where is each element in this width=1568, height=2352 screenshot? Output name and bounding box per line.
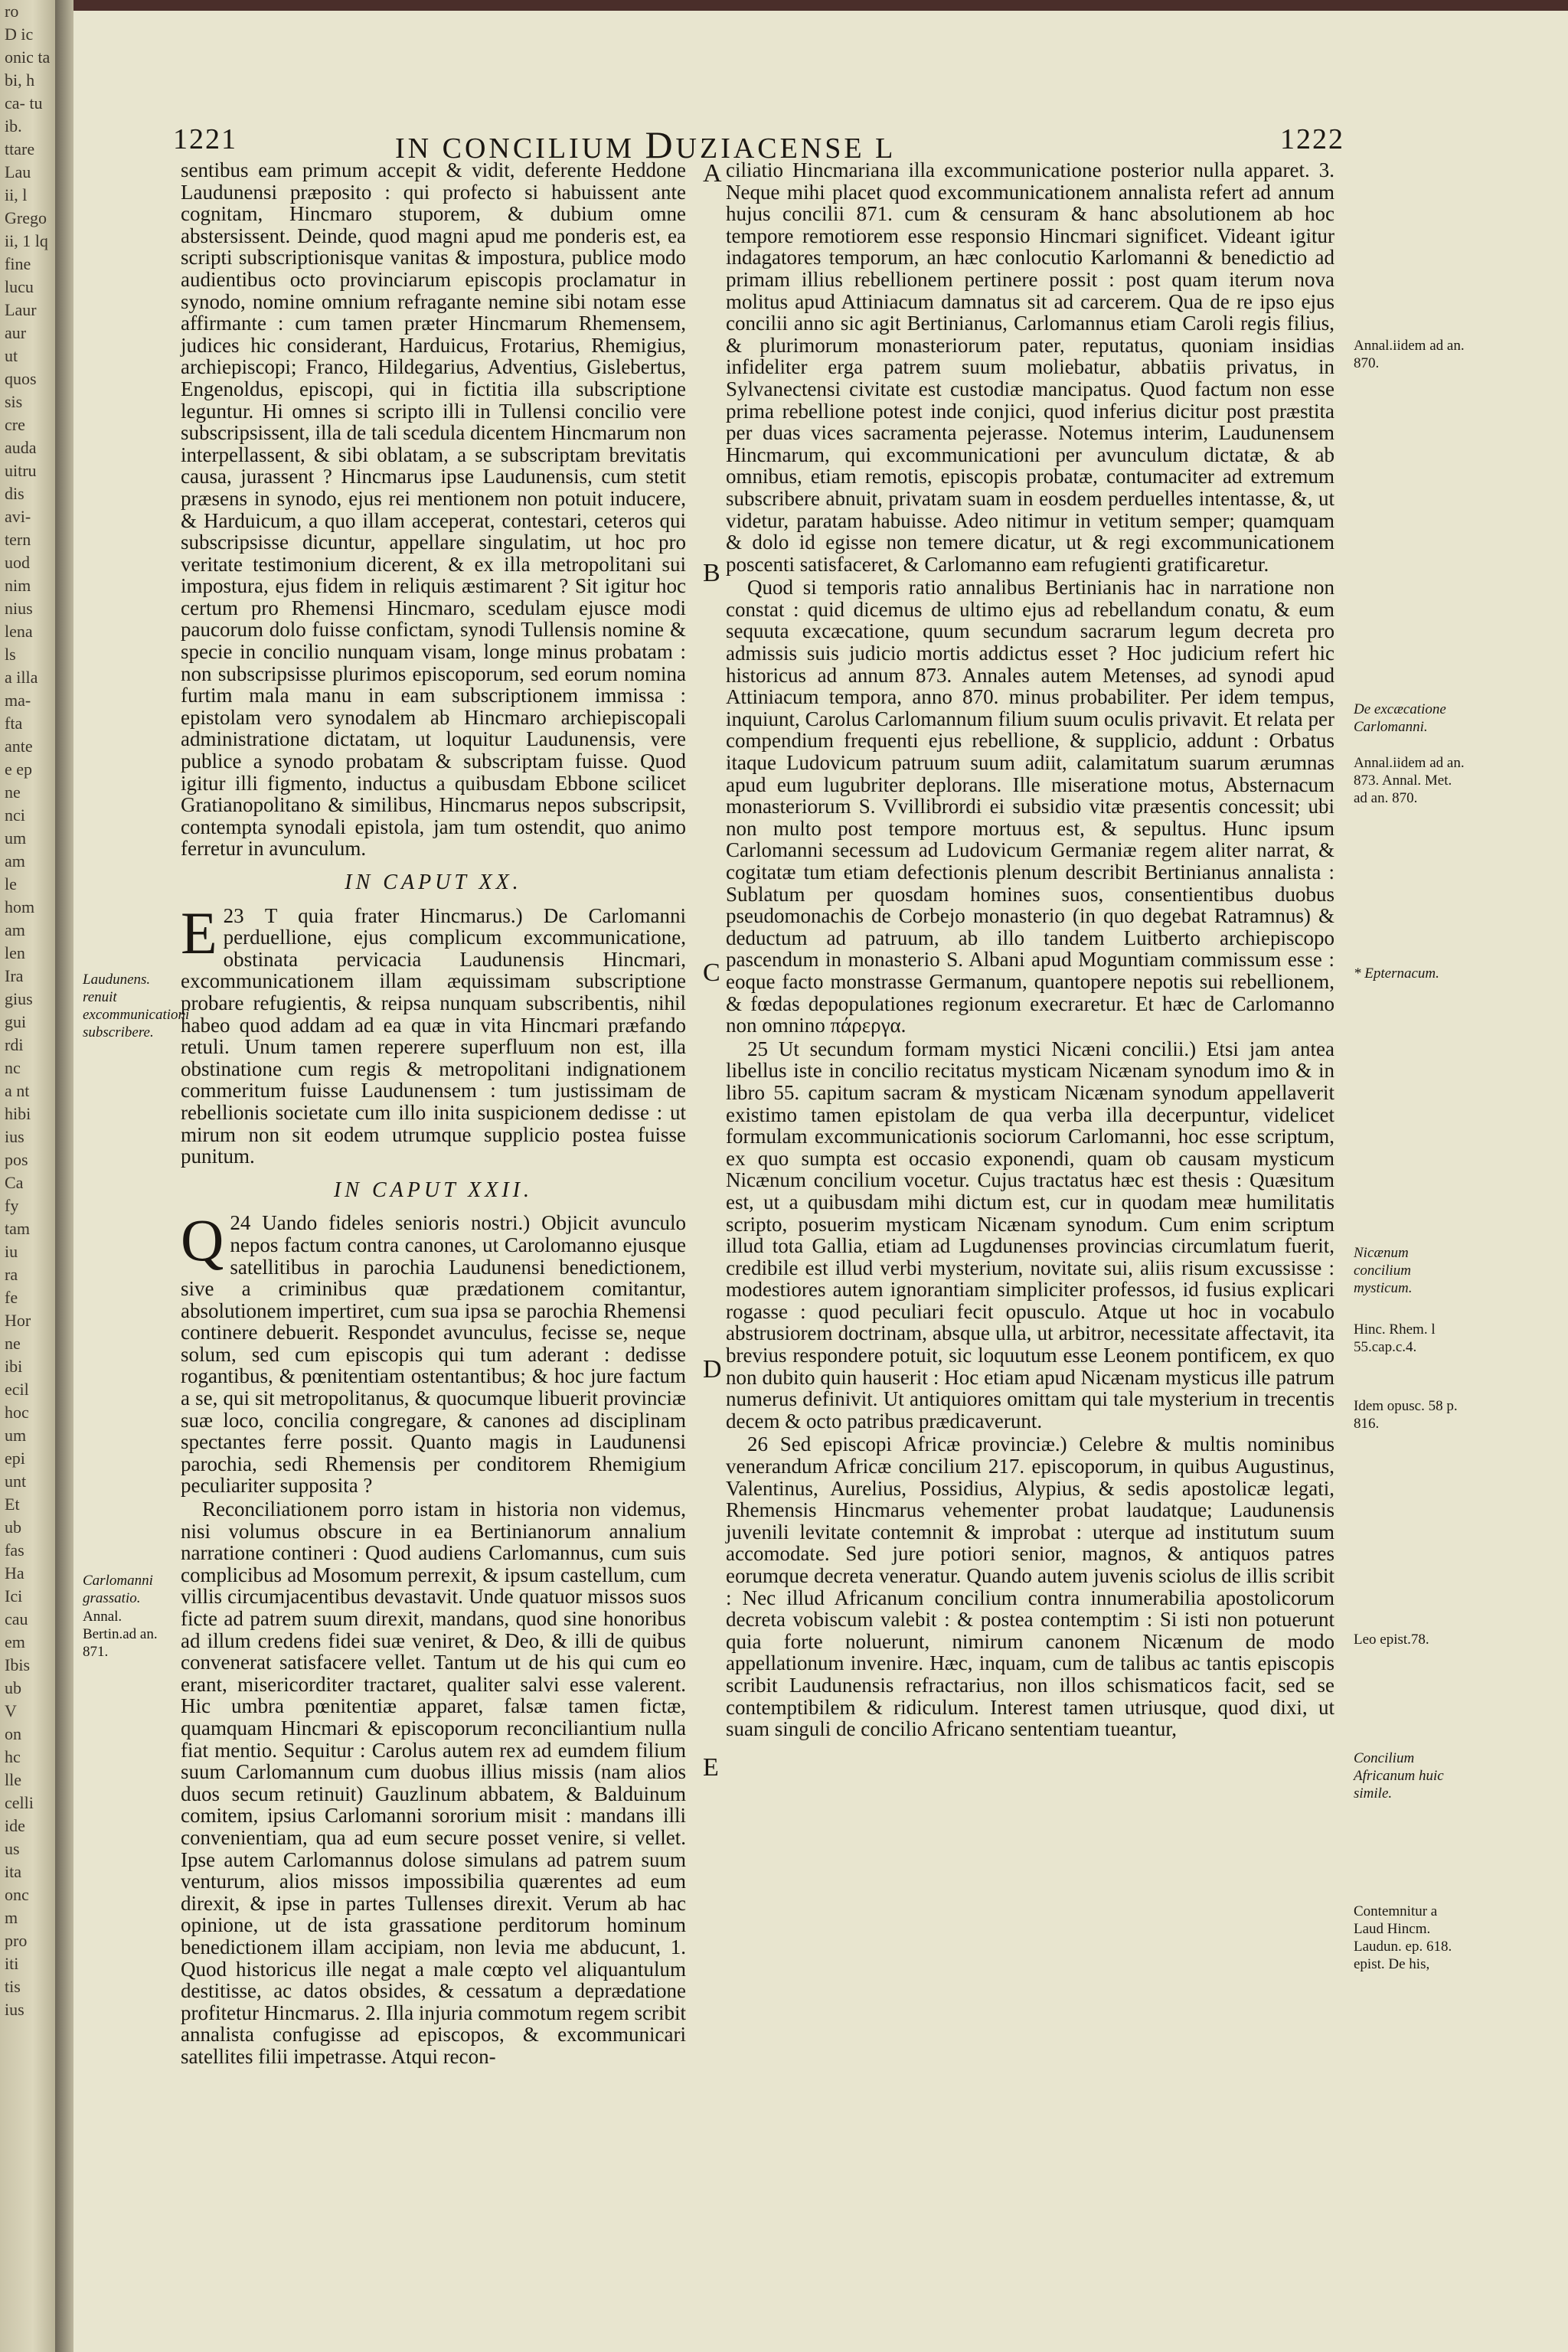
- edge-text-fragment: le: [5, 874, 17, 893]
- facing-page-edge: [0, 0, 55, 2352]
- edge-text-fragment: ii, 1 lq: [5, 231, 48, 250]
- edge-text-fragment: pro: [5, 1931, 28, 1950]
- edge-text-fragment: ecil: [5, 1380, 29, 1399]
- edge-text-fragment: cre: [5, 415, 25, 434]
- edge-text-fragment: em: [5, 1632, 25, 1651]
- marginal-note: Leo epist.78.: [1354, 1632, 1429, 1648]
- edge-text-fragment: hc: [5, 1747, 21, 1766]
- marginal-note: Annal.iidem ad an. 870.: [1354, 338, 1465, 371]
- edge-text-fragment: um: [5, 828, 27, 848]
- edge-text-fragment: nius: [5, 599, 33, 618]
- edge-text-fragment: D ic: [5, 24, 34, 44]
- paragraph: Quod si temporis ratio annalibus Bertinianis hac in narratione non constat : quid dicemus de ultimo ejus ad rebellandum conatu, & eum sequuta excæcatione, quum secundum sacrarum legum decreta pro admissis suis judicio mortis addictus esset ? Hoc judicium refert hic historicus ad annum 873. Annales autem Metenses, ad synodi apud Attiniacum tempora, anno 870. minus probabiliter. Per idem tempus, inquiunt, Carolus Carlomannum filium suum oculis privavit. Et relata per compendium frequenti ejus rebellione, & supplicio, addunt : Orbatus itaque Ludovicum patruum suum adiit, calamitatum suarum ærumnas apud eum lugubriter deplorans. Ille miseratione motus, Absternacum monasteriorum S. Vvillibrordi ei subsidio vitæ præsentis concessit; ubi non multo post tempore mortuus est, & sepultus. Hunc ipsum Carlomanni secessum ad Ludovicum Germaniæ regem aliter narrat, & cogitatæ tum etiam defectionis plenum describit Bertinianus annalista : Sublatum per quosdam homines suos, consentientibus duobus pseudomonachis de Corbejo monasterio (in quo degebat Ratramnus) & deductum ad patruum, ab illo tandem Luitberto archiepiscopo pascendum in monasterio S. Albani apud Moguntiam commissum esse : eoque facto monstrasse Germanum, quantopere nepotis sui rebellionem, & fœdas depopulationes regionum execraretur. Et hæc de Carlomanno non omnino πάρεργα.: [726, 576, 1334, 1037]
- marginal-note: Nicænum concilium mysticum.: [1354, 1245, 1413, 1296]
- paragraph-number: 24: [230, 1211, 251, 1235]
- edge-text-fragment: ius: [5, 2000, 24, 2019]
- paragraph: sentibus eam primum accepit & vidit, deferente Heddone Laudunensi præposito : qui profecto si habuissent ante cognitam, Hincmaro stuporem, & dubium omne abstersissent. Deinde, quod magni apud me ponderis est, ea scripti subscriptionisque vanitas & impostura, publice modo audientibus octo provinciarum episcopis proclamatur in synodo, nomine omnium refragante nemine sibi notam esse affirmante : cum tamen præter Hincmarum Rhemensem, judices hic considerant, Harduicus, Frotarius, Rhemigius, archiepiscopi; Franco, Hildegarius, Adventius, Gislebertus, Engenoldus, episcopi, qui in fictitia illa subscriptione leguntur. Hi omnes si scripto illi in Tullensi concilio vere subscripsissent, illa de tali scedula dicentem Hincmarum non interpellassent, & sibi oblatam, a se subscriptam brevitatis causa, jurassent ? Hincmarus ipse Laudunensis, cum stetit præsens in synodo, ejus rei mentionem non potuit inducere, & Harduicum, a quo illam acceperat, contestari, ceteros qui subscripsisse dicuntur, appellare singulatim, ut hoc pro veritate testimonium dicerent, & ex illa metropolitani sui impostura, ejus fidem in reliquis æstimarent ? Sit igitur hoc certum pro Rhemensi Hincmaro, scedulam ejusce modi paucorum dolo fuisse confictam, synodi Tullensis nomine & specie in concilio nunquam visam, longe minus probatam : non subscripsisse plurimos episcoporum, sed eorum nomina furtim mala manu in eam subscriptionem immissa : epistolam vero synodalem ab Hincmaro archiepiscopali administratione dictatam, ut loquitur Laudunensis, vere publice a synodo probatam & subscriptam fuisse. Quod igitur illi figmento, inductus a quibusdam Ebbone scilicet Gratianopolitano & similibus, Hincmarus nepos subscripsit, contempta synodali epistola, jam tum ostendit, quo animo ferretur in avunculum.: [181, 158, 686, 861]
- edge-text-fragment: Ca: [5, 1173, 24, 1192]
- edge-text-fragment: ra: [5, 1265, 18, 1284]
- edge-text-fragment: tern: [5, 530, 31, 549]
- edge-text-fragment: sis: [5, 392, 23, 411]
- edge-text-fragment: fe: [5, 1288, 18, 1307]
- edge-text-fragment: celli: [5, 1793, 34, 1812]
- edge-text-fragment: quos: [5, 369, 37, 388]
- edge-text-fragment: ne: [5, 1334, 21, 1353]
- edge-text-fragment: Ibis: [5, 1655, 30, 1674]
- edge-text-fragment: ii, l: [5, 185, 28, 204]
- paragraph: Reconciliationem porro istam in historia non videmus, nisi volumus obscure in ea Bertinianorum annalium narratione contineri : Quod audiens Carlomannus, cum suis complicibus ad Mosomum perrexit, & ipsum castellum, cum villis circumjacentibus devastavit. Unde quatuor missos suos ficte ad patrem suum direxit, mandans, quod sine honoribus ad illum credens fidei suæ veniret, & Deo, & illi de quibus convenerat satisfacere vellet. Tantum ut de his qui cum eo erant, misericorditer tractaret, qualiter salvi esse valerent. Hic umbra pœnitentiæ apparet, falsæ tamen fictæ, quamquam Hincmari & episcoporum reconciliantium nulla fiat mentio. Sequitur : Carolus autem rex ad eumdem filium suum Carlomannum cum duobus illius missis (nam alios duos secum retinuit) Gauzlinum abbatem, & Balduinum comitem, ipsius Carlomanni sororium misit : mandans illi convenientiam, qua ad eum secure posset venire, si vellet. Ipse autem Carlomannus dolose simulans ad patrem suum venturum, alios missos impossibilia quærentes ad eum direxit, & ipse in partes Tullenses direxit. Verum ab hac opinione, ut de ista grassatione perditorum hominum benedictionem illam accipiam, non levia me abducunt, 1. Quod historicus ille negat a male cœpto vel aliquantulum destitisse, ac datos obsides, & cessatum a deprædatione profitetur Hincmarus. 2. Illa injuria commotum regem scribit annalista confugisse ad episcopos, & excommunicari satellites filii impetrasse. Atqui recon-: [181, 1498, 686, 2068]
- paragraph: 25 Ut secundum formam mystici Nicæni concilii.) Etsi jam antea libellus iste in concilio recitatus mysticam Nicænam synodum imo & in libro 55. capitum sacram & mysticam Nicænam synodum appellaverit existimo tamen epistolam de qua verba illa decerpuntur, videlicet formulam excommunicationis sociorum Carlomanni, hoc esse scriptum, ex quo sumpta est occasio exponendi, quam ob causam mysticum Nicænum concilium vocetur. Cujus tractatus hæc est thesis : Quæsitum est, ut a quibusdam mihi dictum est, cur in quodam meæ humilitatis scripto, posuerim mysticam Nicænam synodum. Cum enim scriptum illud tota Gallia, etiam ad Lugdunenses provincias circumlatum fuerit, credibile est illud verbi mysterium, novitate sui, aliis risum excussisse : modestiores autem ignorantiam simpliciter professos, id fusius explicari rogasse : quod peculiari fecit opusculo. Atque ut hoc in vocabulo abstrusiorem doctrinam, absque ulla, ut arbitror, necessitate affectavit, ita brevius respondere potuit, sic loquutum esse Leonem pontificem, ex quo non dubito quin hauserit : Hoc etiam apud Nicænam mysticus ille patrum numerus definivit. Ut antiquiores omittam qui tale mysterium in trecentis decem & octo patribus prædicaverunt.: [726, 1037, 1334, 1432]
- edge-text-fragment: auda: [5, 438, 37, 457]
- marginal-note: De excæcatione Carlomanni.: [1354, 701, 1446, 735]
- edge-text-fragment: ro: [5, 2, 19, 21]
- edge-text-fragment: rdi: [5, 1035, 24, 1054]
- edge-text-fragment: unt: [5, 1472, 27, 1491]
- binding-strip: [74, 0, 1568, 11]
- marginal-note: Annal.iidem ad an. 873. Annal. Met. ad an. 870.: [1354, 755, 1465, 806]
- section-letter-d: D: [703, 1355, 722, 1383]
- edge-text-fragment: um: [5, 1426, 27, 1445]
- book-page: [74, 0, 1568, 2352]
- paragraph: 24 Q Uando fideles senioris nostri.) Objicit avunculo nepos factum contra canones, ut Carolomanno ejusque satellitibus in parochia Laudunensi benedictionem, sive a criminibus quæ prædationem comitantur, absolutionem impertiret, cum sua ipsa se parochia Rhemensi continere debuerit. Respondet avunculus, fecisse se, neque solum, sed cum episcopis qui tum aderant : dedisse rogantibus, & pœnitentiam ostentantibus; & hoc jure factum a se, qui sit metropolitanus, & quocumque libuerit provinciæ suæ loco, concilia congregare, & canones ad disciplinam spectantes ferre possit. Quanto magis in Laudunensi parochia, sedi Rhemensis per conditorem Rhemigium peculiariter supposita ?: [181, 1207, 686, 1498]
- edge-text-fragment: fine: [5, 254, 31, 273]
- edge-text-fragment: Laur: [5, 300, 37, 319]
- edge-text-fragment: uitru: [5, 461, 37, 480]
- edge-text-fragment: iti: [5, 1954, 19, 1973]
- edge-text-fragment: onic ta: [5, 47, 51, 67]
- edge-text-fragment: gui: [5, 1012, 27, 1031]
- edge-text-fragment: lle: [5, 1770, 21, 1789]
- edge-text-fragment: iu: [5, 1242, 18, 1261]
- edge-text-fragment: am: [5, 920, 25, 939]
- edge-text-fragment: Ira: [5, 966, 24, 985]
- edge-text-fragment: ca- tu: [5, 93, 43, 113]
- section-heading: IN CAPUT XX.: [345, 871, 522, 894]
- edge-text-fragment: ls: [5, 645, 16, 664]
- paragraph: 23 E T quia frater Hincmarus.) De Carlomanni perduellione, ejus complicum excommunicatione, obstinata pervicacia Laudunensis Hincmari, excommunicationem illam æquissimam subscriptione probare refugientis, & reipsa nunquam subscribentis, nihil habeo quod addam ad ea quæ in vita Hincmari præfando retuli. Unum tamen reperere superfluum non est, illa obstinatione cum regis & metropolitani indignationem commeritum fuisse Laudunensem : tum justissimam de rebellionis societate cum illo inita suspicionem dedisse : ut mirum non sit eodem utrumque supplicio postea fuisse punitum.: [181, 899, 687, 1168]
- edge-text-fragment: ante: [5, 737, 33, 756]
- edge-text-fragment: ide: [5, 1816, 25, 1835]
- edge-text-fragment: tam: [5, 1219, 30, 1238]
- paragraph: 26 Sed episcopi Africæ provinciæ.) Celebre & multis nominibus venerandum Africæ concilium 217. episcoporum, in quibus Augustinus, Valentinus, Aurelius, Possidius, Alypius, & sedis apostolicæ legati, Rhemensis Hincmarus vehementer probat laudatque; Laudunensis juvenili levitate contemnit & improbat : uterque ad institutum suum accomodate. Sed jure potiori senior, magnos, & antiquos patres eorumque decreta veneratur. Quando autem juvenis sciolus de illis scribit : Nec illud Africanum concilium contra innumerabilia apostolicorum decreta vobiscum valebit : & postea contemptim : Si isti non potuerunt quia forte noluerunt, nimirum canonem Nicænum de modo appellationum invenire. Hæc, inquam, cum de talibus ac tantis episcopis scribit Laudunensis refractarius, non illos schismaticos facit, sed se contemptibilem & ridiculum. Interest tamen utriusque, quod dixi, ut suam singuli de concilio Africano sententiam tueantur,: [726, 1432, 1334, 1741]
- edge-text-fragment: fta: [5, 714, 23, 733]
- edge-text-fragment: ib.: [5, 116, 22, 136]
- section-letter-a: A: [703, 159, 722, 188]
- edge-text-fragment: uod: [5, 553, 30, 572]
- edge-text-fragment: tis: [5, 1977, 21, 1996]
- edge-text-fragment: len: [5, 943, 25, 962]
- running-title: IN CONCILIUM DUZIACENSE L: [395, 123, 897, 166]
- marginal-note: Annal. Bertin.ad an. 871.: [83, 1609, 158, 1660]
- section-letter-c: C: [703, 959, 720, 987]
- edge-text-fragment: Hor: [5, 1311, 31, 1330]
- edge-text-fragment: a nt: [5, 1081, 30, 1100]
- edge-text-fragment: hoc: [5, 1403, 29, 1422]
- edge-text-fragment: pos: [5, 1150, 28, 1169]
- marginal-note: Concilium Africanum huic simile.: [1354, 1750, 1444, 1802]
- edge-text-fragment: nc: [5, 1058, 21, 1077]
- edge-text-fragment: am: [5, 851, 25, 871]
- edge-text-fragment: us: [5, 1839, 20, 1858]
- edge-text-fragment: bi, h: [5, 70, 35, 90]
- edge-text-fragment: ut: [5, 346, 18, 365]
- edge-text-fragment: ius: [5, 1127, 24, 1146]
- edge-text-fragment: a illa: [5, 668, 38, 687]
- edge-text-fragment: ibi: [5, 1357, 23, 1376]
- marginal-note: Hinc. Rhem. l 55.cap.c.4.: [1354, 1321, 1436, 1355]
- edge-text-fragment: fy: [5, 1196, 19, 1215]
- edge-text-fragment: ma-: [5, 691, 31, 710]
- drop-cap: Q: [181, 1207, 224, 1274]
- section-letter-b: B: [703, 559, 720, 587]
- edge-text-fragment: Grego: [5, 208, 47, 227]
- marginal-note: Contemnitur a Laud Hincm. Laudun. ep. 618. epist. De his,: [1354, 1903, 1452, 1972]
- edge-text-fragment: lena: [5, 622, 33, 641]
- marginal-note: Laudunens. renuit excommunicationi subscribere.: [83, 972, 190, 1040]
- section-heading: IN CAPUT XXII.: [333, 1178, 534, 1202]
- drop-cap: E: [181, 899, 217, 966]
- section-letter-e: E: [703, 1753, 719, 1782]
- marginal-note: Carlomanni grassatio.: [83, 1573, 153, 1606]
- page-number-right: 1222: [1280, 123, 1344, 155]
- edge-text-fragment: on: [5, 1724, 21, 1743]
- edge-text-fragment: nci: [5, 805, 25, 825]
- edge-text-fragment: m: [5, 1908, 18, 1927]
- edge-text-fragment: ita: [5, 1862, 21, 1881]
- marginal-note: Idem opusc. 58 p. 816.: [1354, 1398, 1458, 1432]
- edge-text-fragment: Ici: [5, 1586, 23, 1606]
- left-column: [181, 159, 686, 2069]
- page-number-left: 1221: [173, 123, 237, 155]
- edge-text-fragment: Lau: [5, 162, 31, 181]
- edge-text-fragment: avi-: [5, 507, 31, 526]
- edge-text-fragment: ttare: [5, 139, 35, 158]
- running-head: [173, 122, 1344, 164]
- edge-text-fragment: ub: [5, 1678, 21, 1697]
- edge-text-fragment: hom: [5, 897, 35, 916]
- paragraph-number: 23: [223, 903, 244, 927]
- right-column: [726, 159, 1334, 1742]
- paragraph: ciliatio Hincmariana illa excommunicatione posterior nulla apparet. 3. Neque mihi placet quod excommunicationem annalista refert ad annum hujus concilii 871. cum & censuram & hanc absolutionem ab hoc tempore remotiorem esse responsio Hincmari significet. Videant igitur indagatores temporum, an hæc conlocutio Karlomanni & benedictio ad primam illius rebellionem pertinere possit : post quam iterum nova molitus apud Attiniacum damnatus sit ad carcerem. Qua de re ipso ejus concilii anno sic agit Bertinianus, Carlomannus etiam Caroli regis filius, & plurimorum monasteriorum pater, reputatus, quoniam insidias infideliter erga patrem suum moliebatur, abbatiis privatus, in Sylvanectensi civitate est custodiæ mancipatus. Quod factum non esse prima rebellione potest inde conjici, quod inferius dicitur post præstita per duas vices sacramenta pejerasse. Notemus interim, Laudunensem Hincmarum, qui excommunicationi per avunculum dictatæ, & ab omnibus, etiam remotis, episcopis probatæ, contumaciter ad extremum subscribere abnuit, privatam suam in eosdem perduelles intentasse, &, ut videtur, paratam habuisse. Adeo nitimur in vetitum semper; quamquam & dolo id egisse non temere dicatur, ut & regi excommunicationem poscenti satisfaceret, & Carlomanno eam refugienti gratificaretur.: [726, 158, 1334, 576]
- edge-text-fragment: gius: [5, 989, 33, 1008]
- edge-text-fragment: nim: [5, 576, 31, 595]
- edge-text-fragment: dis: [5, 484, 24, 503]
- marginal-note: * Epternacum.: [1354, 965, 1439, 982]
- book-gutter: [55, 0, 74, 2352]
- edge-text-fragment: onc: [5, 1885, 29, 1904]
- edge-text-fragment: ne: [5, 782, 21, 802]
- edge-text-fragment: hibi: [5, 1104, 31, 1123]
- edge-text-fragment: fas: [5, 1540, 24, 1560]
- edge-text-fragment: V: [5, 1701, 17, 1720]
- edge-text-fragment: epi: [5, 1449, 25, 1468]
- edge-text-fragment: Et: [5, 1494, 20, 1514]
- edge-text-fragment: lucu: [5, 277, 34, 296]
- edge-text-fragment: e ep: [5, 760, 33, 779]
- edge-text-fragment: cau: [5, 1609, 28, 1628]
- edge-text-fragment: ub: [5, 1517, 21, 1537]
- edge-text-fragment: Ha: [5, 1563, 24, 1583]
- edge-text-fragment: aur: [5, 323, 27, 342]
